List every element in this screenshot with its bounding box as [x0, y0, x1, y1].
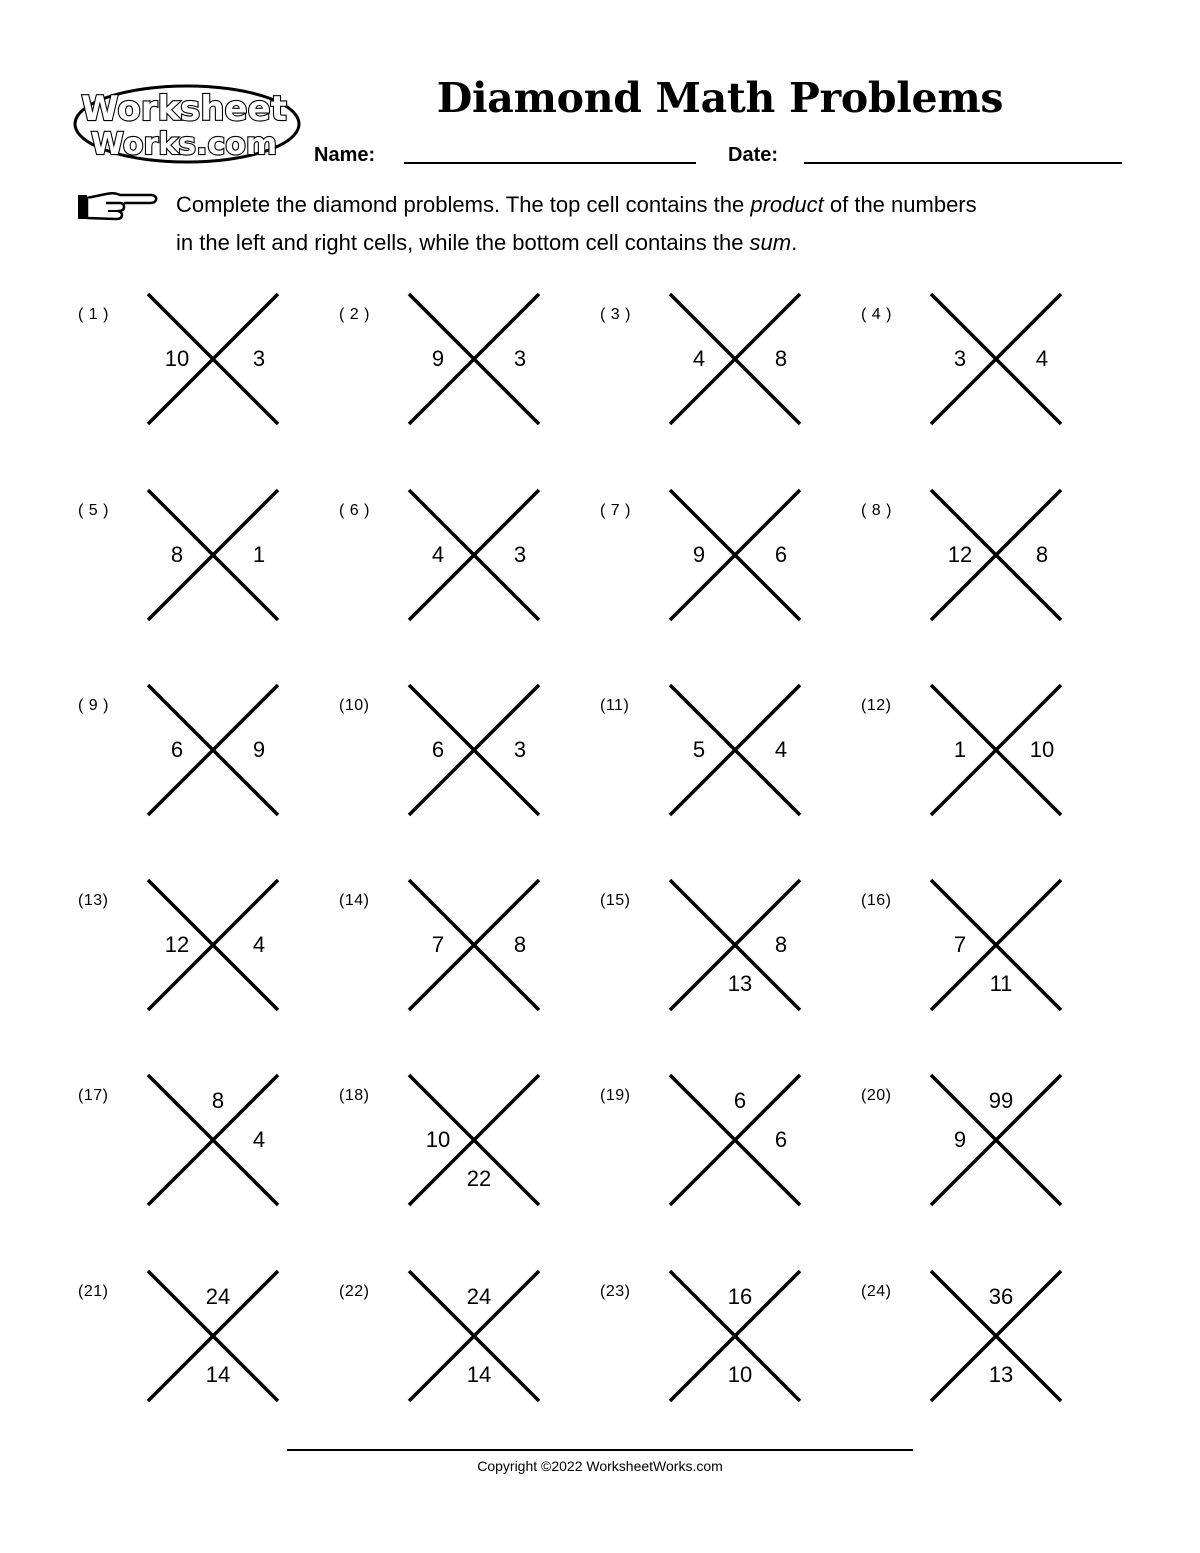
instructions: Complete the diamond problems. The top cell contains the product of the numbers in the left and right cells, while the bottom cell contains the sum. — [176, 192, 977, 255]
pointing-hand-icon — [76, 186, 158, 228]
cell-right: 3 — [513, 542, 527, 567]
cell-bottom: 22 — [466, 1166, 492, 1191]
cell-bottom: 13 — [727, 971, 753, 996]
problem-number: (14) — [339, 892, 370, 909]
problem-number: (19) — [600, 1087, 631, 1104]
problem-number: ( 5 ) — [78, 502, 109, 519]
diamond-problem — [861, 488, 1121, 638]
cell-bottom: 13 — [988, 1362, 1014, 1387]
problem-number: (24) — [861, 1283, 892, 1300]
cell-right: 4 — [1035, 346, 1049, 371]
cell-left: 8 — [170, 542, 184, 567]
name-label: Name: — [314, 144, 376, 166]
problem-number: (10) — [339, 697, 370, 714]
diamond-problem — [861, 292, 1121, 442]
cell-top: 24 — [205, 1284, 231, 1309]
cell-left: 6 — [170, 737, 184, 762]
cell-bottom: 10 — [727, 1362, 753, 1387]
problem-number: (22) — [339, 1283, 370, 1300]
problem-number: (17) — [78, 1087, 109, 1104]
cell-right: 6 — [774, 1127, 788, 1152]
diamond-problem — [600, 292, 860, 442]
cell-right: 4 — [252, 1127, 266, 1152]
diamond-problem — [861, 1073, 1121, 1223]
diamond-problem — [600, 1073, 860, 1223]
cell-right: 6 — [774, 542, 788, 567]
cell-left: 3 — [953, 346, 967, 371]
diamond-problem — [78, 1073, 338, 1223]
cell-left: 7 — [953, 932, 967, 957]
problem-number: (15) — [600, 892, 631, 909]
cell-left: 10 — [425, 1127, 451, 1152]
cell-right: 1 — [252, 542, 266, 567]
cell-bottom: 14 — [205, 1362, 231, 1387]
problem-number: (11) — [600, 697, 630, 714]
cell-right: 10 — [1029, 737, 1055, 762]
problem-number: ( 4 ) — [861, 306, 892, 323]
cell-left: 1 — [953, 737, 967, 762]
diamond-problem — [78, 683, 338, 833]
cell-left: 9 — [431, 346, 445, 371]
date-field-line[interactable] — [804, 162, 1122, 164]
emphasis-product: product — [750, 192, 824, 217]
cell-left: 10 — [164, 346, 190, 371]
diamond-problem — [339, 878, 599, 1028]
problem-number: (18) — [339, 1087, 370, 1104]
problem-number: ( 1 ) — [78, 306, 109, 323]
cell-right: 8 — [774, 932, 788, 957]
cell-top: 16 — [727, 1284, 753, 1309]
problem-number: ( 7 ) — [600, 502, 631, 519]
diamond-problem — [339, 292, 599, 442]
problem-number: (21) — [78, 1283, 109, 1300]
cell-right: 8 — [774, 346, 788, 371]
date-label: Date: — [728, 144, 779, 166]
cell-right: 9 — [252, 737, 266, 762]
problem-number: ( 3 ) — [600, 306, 631, 323]
problem-number: (12) — [861, 697, 892, 714]
diamond-problem — [339, 1269, 599, 1419]
problem-number: ( 8 ) — [861, 502, 892, 519]
footer-divider — [287, 1449, 913, 1451]
cell-left: 5 — [692, 737, 706, 762]
problem-number: ( 2 ) — [339, 306, 370, 323]
cell-top: 8 — [211, 1088, 225, 1113]
cell-left: 9 — [692, 542, 706, 567]
cell-left: 9 — [953, 1127, 967, 1152]
cell-top: 36 — [988, 1284, 1014, 1309]
diamond-problem — [861, 683, 1121, 833]
logo-line-1: Worksheet — [81, 89, 287, 129]
diamond-problem — [600, 683, 860, 833]
problem-number: (16) — [861, 892, 892, 909]
problem-number: (13) — [78, 892, 109, 909]
diamond-problem — [861, 878, 1121, 1028]
cell-right: 8 — [1035, 542, 1049, 567]
name-field-line[interactable] — [404, 162, 696, 164]
diamond-problem — [600, 1269, 860, 1419]
diamond-problem — [78, 292, 338, 442]
cell-left: 4 — [692, 346, 706, 371]
cell-right: 3 — [252, 346, 266, 371]
diamond-problem — [339, 488, 599, 638]
diamond-problem — [339, 683, 599, 833]
problem-number: ( 9 ) — [78, 697, 109, 714]
diamond-problem — [861, 1269, 1121, 1419]
cell-left: 7 — [431, 932, 445, 957]
cell-left: 12 — [164, 932, 190, 957]
cell-right: 3 — [513, 737, 527, 762]
diamond-problem — [600, 488, 860, 638]
cell-right: 4 — [774, 737, 788, 762]
logo-line-2: Works.com — [90, 127, 278, 162]
emphasis-sum: sum — [749, 230, 792, 255]
cell-left: 6 — [431, 737, 445, 762]
worksheetworks-logo — [72, 82, 302, 166]
copyright: Copyright ©2022 WorksheetWorks.com — [477, 1458, 723, 1474]
cell-right: 8 — [513, 932, 527, 957]
diamond-problem — [339, 1073, 599, 1223]
cell-top: 6 — [733, 1088, 747, 1113]
problem-number: (20) — [861, 1087, 892, 1104]
problem-number: ( 6 ) — [339, 502, 370, 519]
cell-bottom: 14 — [466, 1362, 492, 1387]
diamond-problem — [600, 878, 860, 1028]
problem-number: (23) — [600, 1283, 631, 1300]
cell-left: 12 — [947, 542, 973, 567]
diamond-problem — [78, 488, 338, 638]
cell-top: 24 — [466, 1284, 492, 1309]
cell-right: 3 — [513, 346, 527, 371]
page-title: Diamond Math Problems — [436, 74, 1004, 122]
diamond-problem — [78, 878, 338, 1028]
cell-top: 99 — [988, 1088, 1014, 1113]
cell-left: 4 — [431, 542, 445, 567]
cell-bottom: 11 — [989, 971, 1013, 996]
diamond-problem — [78, 1269, 338, 1419]
cell-right: 4 — [252, 932, 266, 957]
